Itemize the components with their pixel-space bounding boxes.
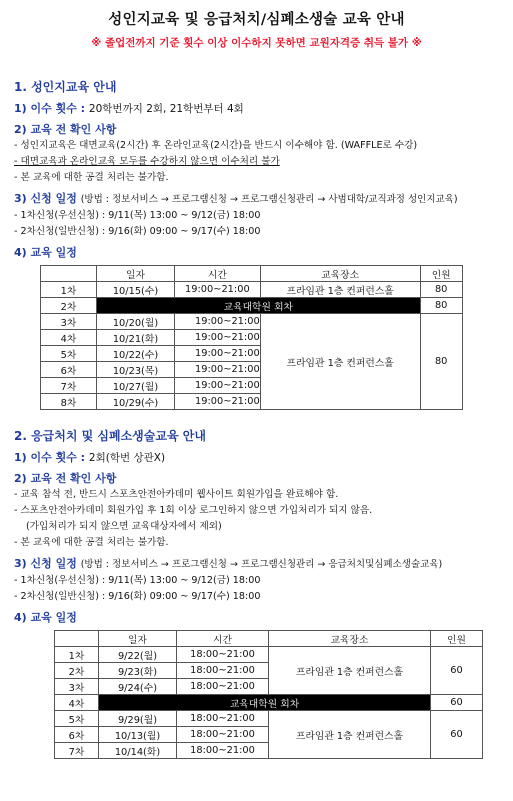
session-time: 18:00~21:00 bbox=[177, 663, 269, 679]
section2-heading: 2. 응급처치 및 심폐소생술교육 안내 bbox=[14, 429, 206, 443]
session-time: 19:00~21:00 bbox=[175, 330, 261, 346]
section2-pre-line: - 교육 참석 전, 반드시 스포츠안전아카데미 웹사이트 회원가입을 완료해야 함. bbox=[14, 489, 339, 500]
table-row bbox=[41, 298, 463, 314]
session-date: 10/29(수) bbox=[97, 394, 175, 410]
section1-count bbox=[14, 102, 499, 116]
section1-apply-line: - 2차신청(일반신청) : 9/16(화) 09:00 ~ 9/17(수) 18:00 bbox=[14, 226, 261, 237]
session-number: 5차 bbox=[41, 346, 97, 362]
session-number: 4차 bbox=[55, 695, 99, 711]
graduate-session-banner: 교육대학원 회차 bbox=[97, 298, 421, 314]
session-time: 19:00~21:00 bbox=[175, 362, 261, 378]
section1-pre-label: 2) 교육 전 확인 사항 bbox=[14, 123, 117, 136]
session-time: 19:00~21:00 bbox=[175, 378, 261, 394]
session-capacity: 60 bbox=[431, 647, 483, 695]
table-header bbox=[41, 266, 97, 282]
section2-apply-method: (방법 : 정보서비스 → 프로그램신청 → 프로그램신청관리 → 응급처치및심폐소생술교육) bbox=[80, 559, 443, 570]
session-date: 9/23(화) bbox=[99, 663, 177, 679]
session-number: 6차 bbox=[41, 362, 97, 378]
table-header: 시간 bbox=[175, 266, 261, 282]
table-row bbox=[55, 695, 483, 711]
table-header: 교육장소 bbox=[260, 266, 420, 282]
session-place: 프라임관 1층 컨퍼런스홀 bbox=[269, 711, 431, 759]
session-number: 7차 bbox=[55, 743, 99, 759]
session-place: 프라임관 1층 컨퍼런스홀 bbox=[260, 282, 420, 298]
table-header bbox=[55, 631, 99, 647]
session-date: 9/22(월) bbox=[99, 647, 177, 663]
table-header: 인원 bbox=[431, 631, 483, 647]
session-number: 6차 bbox=[55, 727, 99, 743]
session-place: 프라임관 1층 컨퍼런스홀 bbox=[260, 314, 420, 410]
session-time: 18:00~21:00 bbox=[177, 647, 269, 663]
session-time: 19:00~21:00 bbox=[175, 394, 261, 410]
session-number: 3차 bbox=[55, 679, 99, 695]
session-capacity: 60 bbox=[431, 695, 483, 711]
session-date: 10/21(화) bbox=[97, 330, 175, 346]
section2-apply-line: - 1차신청(우선신청) : 9/11(목) 13:00 ~ 9/12(금) 18:00 bbox=[14, 575, 261, 586]
session-number: 2차 bbox=[55, 663, 99, 679]
section1-sched-label: 4) 교육 일정 bbox=[14, 246, 77, 259]
session-number: 5차 bbox=[55, 711, 99, 727]
section1-heading: 1. 성인지교육 안내 bbox=[14, 80, 117, 94]
section2-count-label: 1) 이수 횟수 : bbox=[14, 451, 86, 464]
session-time: 19:00~21:00 bbox=[175, 314, 261, 330]
table-header: 일자 bbox=[99, 631, 177, 647]
page-title: 성인지교육 및 응급처치/심폐소생술 교육 안내 bbox=[108, 12, 405, 28]
session-number: 8차 bbox=[41, 394, 97, 410]
table-row bbox=[41, 282, 463, 298]
session-number: 7차 bbox=[41, 378, 97, 394]
session-time: 18:00~21:00 bbox=[177, 679, 269, 695]
session-number: 1차 bbox=[55, 647, 99, 663]
session-date: 9/29(월) bbox=[99, 711, 177, 727]
section2-schedule-table bbox=[54, 630, 483, 759]
session-time: 19:00~21:00 bbox=[175, 282, 261, 298]
section1-pre-line-underlined: - 대면교육과 온라인교육 모두를 수강하지 않으면 이수처리 불가 bbox=[14, 156, 280, 167]
section2-pre-line: - 본 교육에 대한 공결 처리는 불가함. bbox=[14, 537, 169, 548]
table-header: 시간 bbox=[177, 631, 269, 647]
session-date: 10/22(수) bbox=[97, 346, 175, 362]
section2-count-value: 2회(학번 상관X) bbox=[88, 452, 166, 464]
section1-schedule-table bbox=[40, 265, 463, 410]
section2-sched-label: 4) 교육 일정 bbox=[14, 611, 77, 624]
table-row bbox=[55, 647, 483, 663]
section1-apply-method: (방법 : 정보서비스 → 프로그램신청 → 프로그램신청관리 → 사범대학/교직과정 성인지교육) bbox=[80, 194, 458, 205]
table-row bbox=[55, 711, 483, 727]
section2-apply bbox=[14, 557, 499, 572]
section1-count-label: 1) 이수 횟수 : bbox=[14, 102, 86, 115]
session-date: 10/20(월) bbox=[97, 314, 175, 330]
session-place: 프라임관 1층 컨퍼런스홀 bbox=[269, 647, 431, 695]
session-time: 19:00~21:00 bbox=[175, 346, 261, 362]
section2-pre-label: 2) 교육 전 확인 사항 bbox=[14, 472, 117, 485]
document-page bbox=[0, 8, 513, 801]
session-date: 10/23(목) bbox=[97, 362, 175, 378]
section2-apply-line: - 2차신청(일반신청) : 9/16(화) 09:00 ~ 9/17(수) 18:00 bbox=[14, 591, 261, 602]
session-number: 2차 bbox=[41, 298, 97, 314]
session-date: 10/13(월) bbox=[99, 727, 177, 743]
section1-apply bbox=[14, 192, 499, 207]
session-date: 9/24(수) bbox=[99, 679, 177, 695]
session-time: 18:00~21:00 bbox=[177, 727, 269, 743]
section2-pre-line: - 스포츠안전아카데미 회원가입 후 1회 이상 로그인하지 않으면 가입처리가 되지 않음. bbox=[14, 505, 373, 516]
section1-pre-line: - 본 교육에 대한 공결 처리는 불가함. bbox=[14, 172, 169, 183]
session-date: 10/14(화) bbox=[99, 743, 177, 759]
session-capacity: 80 bbox=[420, 298, 462, 314]
table-header-row bbox=[55, 631, 483, 647]
session-date: 10/15(수) bbox=[97, 282, 175, 298]
session-capacity: 60 bbox=[431, 711, 483, 759]
table-header-row bbox=[41, 266, 463, 282]
session-number: 3차 bbox=[41, 314, 97, 330]
section1-count-value: 20학번까지 2회, 21학번부터 4회 bbox=[88, 103, 244, 115]
table-header: 인원 bbox=[420, 266, 462, 282]
section1-apply-label: 3) 신청 일정 bbox=[14, 192, 77, 205]
table-row bbox=[41, 314, 463, 330]
session-time: 18:00~21:00 bbox=[177, 711, 269, 727]
table-header: 일자 bbox=[97, 266, 175, 282]
section2-pre-line: (가입처리가 되지 않으면 교육대상자에서 제외) bbox=[26, 521, 222, 532]
requirement-notice: ※ 졸업전까지 기준 횟수 이상 이수하지 못하면 교원자격증 취득 불가 ※ bbox=[91, 37, 422, 49]
session-time: 18:00~21:00 bbox=[177, 743, 269, 759]
section2-count bbox=[14, 451, 499, 465]
section1-pre-line: - 성인지교육은 대면교육(2시간) 후 온라인교육(2시간)을 반드시 이수해야 함. (WAFFLE로 수강) bbox=[14, 140, 418, 151]
section1-pre-line bbox=[14, 155, 499, 169]
section1-apply-line: - 1차신청(우선신청) : 9/11(목) 13:00 ~ 9/12(금) 18:00 bbox=[14, 210, 261, 221]
session-number: 1차 bbox=[41, 282, 97, 298]
session-date: 10/27(월) bbox=[97, 378, 175, 394]
table-header: 교육장소 bbox=[269, 631, 431, 647]
session-capacity: 80 bbox=[420, 314, 462, 410]
graduate-session-banner: 교육대학원 회차 bbox=[99, 695, 431, 711]
session-number: 4차 bbox=[41, 330, 97, 346]
session-capacity: 80 bbox=[420, 282, 462, 298]
section2-apply-label: 3) 신청 일정 bbox=[14, 557, 77, 570]
